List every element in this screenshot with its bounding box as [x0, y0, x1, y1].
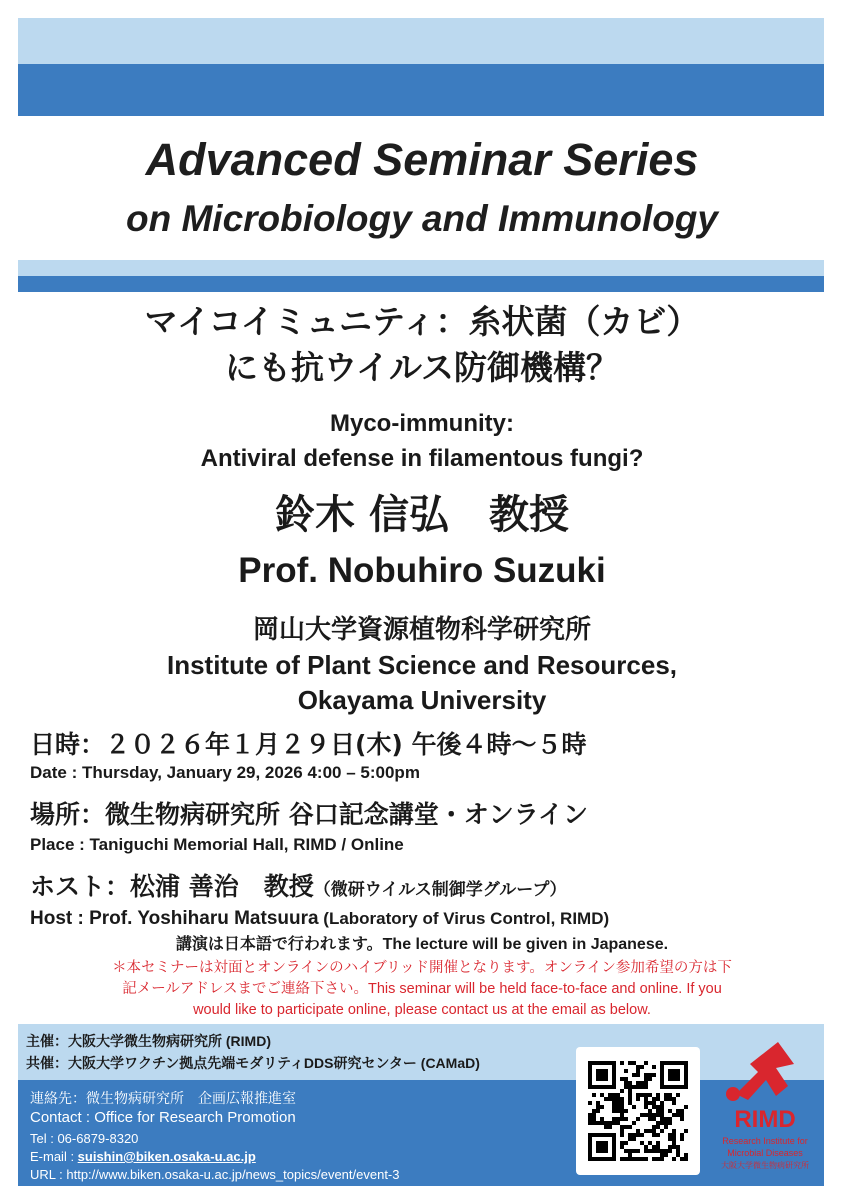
speaker-name-en: Prof. Nobuhiro Suzuki: [238, 551, 606, 590]
notice-line3: would like to participate online, please contact us at the email as below.: [193, 1002, 651, 1018]
talk-title-en-line2: Antiviral defense in filamentous fungi?: [200, 445, 644, 472]
talk-title-jp-line2: にも抗ウイルス防御機構？: [224, 348, 620, 387]
rimd-logo-mark-icon: [706, 1024, 824, 1104]
series-title-line1: Advanced Seminar Series: [145, 134, 699, 185]
top-band-light: [18, 18, 824, 64]
organizer: 主催：大阪大学微生物病研究所 (RIMD): [26, 1033, 271, 1049]
notice-line1: ＊本セミナーは対面とオンラインのハイブリッド開催となります。オンライン参加希望の方は下: [112, 960, 732, 976]
place-jp: 場所：微生物病研究所 谷口記念講堂・オンライン: [30, 800, 588, 829]
host-jp-note: （微研ウイルス制御学グループ）: [313, 880, 567, 900]
host-jp: [30, 870, 567, 907]
divider-band-light: [18, 260, 824, 276]
rimd-logo-sub1: Research Institute for: [722, 1136, 808, 1146]
qr-code[interactable]: [576, 1047, 700, 1175]
divider-band-dark: [18, 276, 824, 292]
speaker-name-jp: 鈴木 信弘 教授: [275, 492, 569, 538]
host-jp-name: ホスト：松浦 善治 教授: [30, 872, 314, 901]
date-jp: 日時：２０２６年１月２９日(木) 午後４時～５時: [30, 730, 587, 759]
notice-line2: 記メールアドレスまでご連絡下さい。This seminar will be held face-to-face and online. If you: [122, 981, 722, 997]
series-title-line2: on Microbiology and Immunology: [126, 198, 718, 239]
email-label: E-mail :: [30, 1149, 78, 1164]
talk-title-en-line1: Myco-immunity:: [329, 410, 514, 437]
contact-en: Contact : Office for Research Promotion: [30, 1109, 296, 1126]
affiliation-en-line2: Okayama University: [297, 685, 547, 715]
date-en: Date : Thursday, January 29, 2026 4:00 – 5:00pm: [30, 763, 420, 782]
host-en: [30, 906, 609, 932]
rimd-logo-text: RIMD: [734, 1106, 796, 1133]
top-band-dark: [18, 64, 824, 116]
place-en: Place : Taniguchi Memorial Hall, RIMD / Online: [30, 835, 404, 854]
rimd-logo-sub3: 大阪大学微生物病研究所: [721, 1161, 809, 1170]
email-link[interactable]: suishin@biken.osaka-u.ac.jp: [77, 1149, 256, 1164]
contact-tel: Tel : 06-6879-8320: [30, 1131, 139, 1146]
host-en-note: (Laboratory of Virus Control, RIMD): [318, 909, 610, 928]
affiliation-en-line1: Institute of Plant Science and Resources,: [166, 650, 678, 680]
host-en-name: Host : Prof. Yoshiharu Matsuura: [30, 908, 319, 929]
talk-title-jp-line1: マイコイミュニティ：糸状菌（カビ）: [144, 302, 700, 341]
contact-jp: 連絡先：微生物病研究所 企画広報推進室: [30, 1090, 296, 1106]
language-note: 講演は日本語で行われます。The lecture will be given in Japanese.: [175, 936, 669, 953]
qr-code-image: [576, 1047, 700, 1175]
rimd-logo: [706, 1024, 824, 1186]
contact-url[interactable]: URL : http://www.biken.osaka-u.ac.jp/news_topics/event/event-3: [30, 1167, 400, 1182]
affiliation-jp: 岡山大学資源植物科学研究所: [252, 615, 591, 645]
contact-email-row: [30, 1148, 256, 1166]
co-organizer: 共催：大阪大学ワクチン拠点先端モダリティDDS研究センター (CAMaD): [26, 1055, 480, 1071]
rimd-logo-sub2: Microbial Diseases: [727, 1148, 803, 1158]
